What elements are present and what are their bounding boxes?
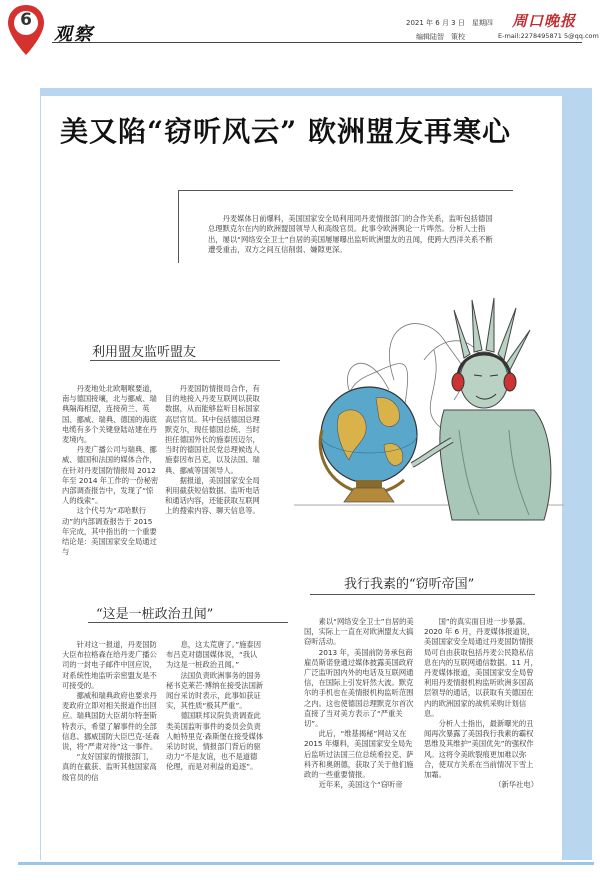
page-number: 6 — [20, 10, 32, 30]
subheading-1: 利用盟友监听盟友 — [92, 345, 197, 360]
paragraph: 2013 年，美国前防务承包商雇员斯诺登通过媒体披露美国政府广泛监听国内外的电话及互联网通信，在国际上引发轩然大波。默克尔的手机也在美情报机构监听范围之内。这也使德国总理默克尔首次直接了当对美方表示了“严重关切”。 — [304, 647, 414, 729]
paragraph: 国”的真实面目进一步暴露。2020 年 6 月，丹麦媒体报道说，美国国家安全局通过丹麦国防情报局可自由获取包括丹麦公民隐私信息在内的互联网通信数据。11 月，丹麦媒体报道，美国国家安全局曾利用丹麦情报机构监听欧洲多国高层领导的通话，以获取有关德国在内的欧洲国家的战机采购计划信息。 — [424, 617, 538, 718]
subheading-2: “这是一桩政治丑闻” — [96, 607, 214, 622]
subheading-3-rule — [310, 594, 535, 595]
newspaper-logo: 周口晚报 — [512, 12, 577, 30]
bottom-rule — [18, 862, 594, 865]
paragraph: “友好国家的情报部门，真的在截获、监听其他国家高级官员的信 — [62, 752, 157, 782]
paragraph: （新华社电） — [494, 780, 538, 790]
contact-email: E-mail:2278495871 5@qq.com — [498, 32, 599, 40]
section-title: 观察 — [54, 24, 94, 45]
paragraph: 分析人士指出，最新曝光的丑闻再次暴露了美国我行我素的霸权思维及其维护“美国优先”的强权作风。这将令美欧裂痕更加难以弥合，使双方关系在当前情况下雪上加霜。 — [424, 719, 534, 780]
editor-credit: 编辑陆智 策校 — [416, 33, 465, 41]
section-1-column-2 — [165, 384, 262, 568]
paragraph: 丹麦国防情报局合作，有目的地接入丹麦互联网以获取数据，从而能够监听目标国家高层官员。其中包括德国总理默克尔，现任德国总统、当时担任德国外长的施泰因迈尔，当时的德国社民党总理候选人施泰因布吕克，以及法国、瑞典、挪威等国领导人。 — [165, 384, 260, 475]
subheading-3: 我行我素的“窃听帝国” — [344, 577, 475, 592]
cartoon-illustration — [294, 280, 564, 560]
headline: 美又陷“窃听风云” 欧洲盟友再寒心 — [60, 115, 511, 148]
section-2-column-2 — [166, 640, 264, 845]
section-2-column-1 — [62, 640, 160, 845]
lead-paragraph: 丹麦媒体日前爆料，美国国家安全局利用同丹麦情报部门的合作关系，监听包括德国总理默克尔在内的欧洲盟国领导人和高级官员。此事令欧洲舆论一片哗然。分析人士指出，屡以“网络安全卫士”自居的美国屡屡曝出监听欧洲盟友的丑闻，使跨大西洋关系不断遭受重击，双方之间互信削弱、嫌隙更深。 — [208, 214, 493, 254]
paragraph: 此后，“维基揭秘”网站又在 2015 年爆料，美国国家安全局先后监听过法国三位总统希拉克、萨科齐和奥朗德，获取了关于他们施政的一些重要情报。 — [304, 729, 414, 780]
paragraph: 近年来，美国这个“窃听帝 — [318, 780, 403, 790]
paragraph: 法国负责欧洲事务的国务秘书克莱芒·博纳在接受法国新闻台采访时表示，此事如获证实，其性质“极其严重”。 — [166, 670, 264, 711]
paragraph: 挪威和瑞典政府也要求丹麦政府立即对相关报道作出回应。瑞典国防大臣胡尔特奎斯特表示，希望了解事件的全部信息。挪威国防大臣巴克-延森说，将“严肃对待”这一事件。 — [62, 691, 160, 752]
paragraph: 丹麦地处北欧咽喉要道，南与德国接壤，北与挪威、瑞典隔海相望，连接荷兰、英国、挪威、瑞典、德国的海底电缆有多个关键登陆站建在丹麦境内。 — [62, 384, 157, 445]
section-1-column-1 — [62, 384, 159, 568]
paragraph: 息，这太荒唐了。”施泰因布吕克对德国媒体说，“我认为这是一桩政治丑闻。” — [166, 640, 261, 670]
header-rule — [52, 42, 582, 43]
paragraph: 丹麦广播公司与瑞典、挪威、德国和法国的媒体合作，在针对丹麦国防情报局 2012 年至 2014 年工作的一份秘密内部调查报告中，发现了“惊人的线索”。 — [62, 445, 159, 506]
paragraph: 针对这一报道，丹麦国防大臣布拉格森在给丹麦广播公司的一封电子邮件中回应说，对系统性地监听亲密盟友是不可接受的。 — [62, 640, 157, 690]
subheading-2-rule — [88, 622, 288, 623]
subheading-1-rule — [90, 360, 280, 361]
section-3-column-2 — [424, 617, 538, 845]
section-3-column-1 — [304, 617, 416, 845]
paragraph: 这个代号为“邓哈默行动”的内部调查报告于 2015 年完成，其中指出的一个重要结论是：美国国家安全局通过与 — [62, 506, 157, 557]
publish-date: 2021 年 6 月 3 日 星期四 — [406, 19, 493, 27]
paragraph: 德国联邦议院负责调查此类美国监听事件的委员会负责人帕特里克·森斯堡在接受媒体采访时说，情报部门背后的驱动力“不是友谊，也不是道德伦理，而是对利益的追逐”。 — [166, 711, 264, 772]
paragraph: 素以“网络安全卫士”自居的美国，实际上一直在对欧洲盟友大搞窃听活动。 — [304, 617, 414, 647]
paragraph: 据报道，美国国家安全局利用截获短信数据、监听电话和通话内容，还能获取互联网上的搜索内容、聊天信息等。 — [165, 475, 260, 516]
